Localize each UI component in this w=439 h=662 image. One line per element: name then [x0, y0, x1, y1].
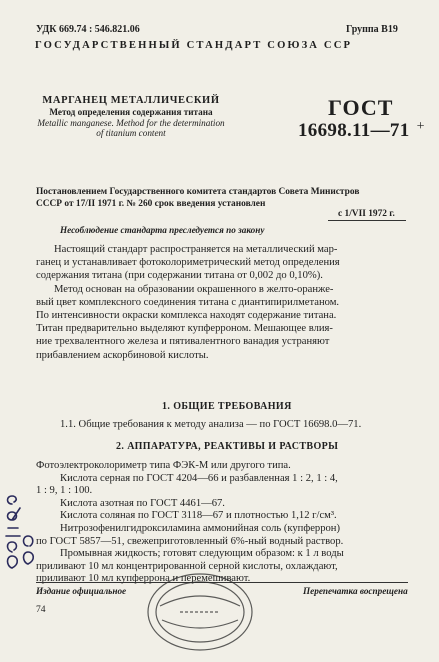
resolution-line2: СССР от 17/II 1971 г. № 260 срок введения установлен — [36, 199, 266, 209]
edition-label: Издание официальное — [36, 586, 127, 596]
handwritten-note-drawing — [2, 468, 42, 578]
section2-heading: 2. АППАРАТУРА, РЕАКТИВЫ И РАСТВОРЫ — [116, 441, 339, 452]
date-underline — [328, 220, 406, 221]
document-title: МАРГАНЕЦ МЕТАЛЛИЧЕСКИЙ — [42, 95, 220, 106]
list-line: по ГОСТ 5857—51, свежеприготовленный 6%-ный водный раствор. — [36, 535, 344, 547]
resolution — [36, 186, 359, 210]
section1-paragraph: 1.1. Общие требования к методу анализа — по ГОСТ 16698.0—71. — [60, 419, 362, 430]
intro-line: прибавлением аскорбиновой кислоты. — [36, 349, 209, 361]
handwritten-note — [2, 468, 42, 578]
english-title-line2: of titanium content — [96, 128, 166, 138]
intro-line: вый цвет комплексного соединения титана с диантипирилметаном. — [36, 296, 340, 308]
gost-label: ГОСТ — [328, 95, 394, 120]
library-stamp — [140, 566, 260, 661]
english-title-line1: Metallic manganese. Method for the determination — [37, 118, 225, 128]
intro-line: ние трехвалентного железа и пятивалентного ванадия устраняют — [36, 336, 330, 348]
effective-date: с 1/VII 1972 г. — [338, 209, 395, 219]
plus-mark: + — [416, 119, 425, 134]
intro-line: Титан предварительно выделяют купферроном. Мешающее влия- — [36, 323, 333, 335]
list-line: Промывная жидкость; готовят следующим образом: к 1 л воды — [60, 548, 344, 560]
agency-heading: ГОСУДАРСТВЕННЫЙ СТАНДАРТ СОЮЗА ССР — [35, 40, 353, 51]
intro-line: Настоящий стандарт распространяется на металлический мар- — [54, 244, 338, 255]
document-subtitle: Метод определения содержания титана — [49, 107, 213, 117]
reprint-notice: Перепечатка воспрещена — [303, 586, 408, 596]
list-line: 1 : 9, 1 : 100. — [36, 485, 93, 497]
list-line: приливают 10 мл купферрона и перемешивают. — [36, 573, 251, 585]
list-line: Кислота азотная по ГОСТ 4461—67. — [60, 497, 225, 509]
gost-number — [298, 119, 425, 142]
group-code: Группа В19 — [346, 24, 398, 35]
list-line: Кислота серная по ГОСТ 4204—66 и разбавленная 1 : 2, 1 : 4, — [60, 472, 338, 484]
legal-notice: Несоблюдение стандарта преследуется по закону — [60, 225, 265, 235]
list-line: Фотоэлектроколориметр типа ФЭК-М или другого типа. — [36, 460, 291, 471]
intro-line: содержания титана (при содержании титана от 0,002 до 0,10%). — [36, 270, 323, 282]
gost-number-text: 16698.11—71 — [298, 120, 410, 141]
page-number: 74 — [36, 604, 46, 615]
list-line: приливают 10 мл концентрированной серной кислоты, охлаждают, — [36, 560, 338, 572]
udk-code: УДК 669.74 : 546.821.06 — [36, 24, 140, 35]
list-line: Нитрозофенилгидроксиламина аммонийная соль (купферрон) — [60, 522, 340, 534]
section1-heading: 1. ОБЩИЕ ТРЕБОВАНИЯ — [162, 401, 292, 412]
title-block — [0, 95, 262, 138]
intro-line: Метод основан на образовании окрашенного в желто-оранже- — [54, 283, 334, 295]
list-line: Кислота соляная по ГОСТ 3118—67 и плотностью 1,12 г/см³. — [60, 510, 337, 522]
intro-line: ганец и устанавливает фотоколориметрический метод определения — [36, 257, 340, 269]
intro-line: По интенсивности окраски комплекса находят содержание титана. — [36, 310, 337, 322]
stamp-drawing — [140, 566, 260, 656]
resolution-line1: Постановлением Государственного комитета стандартов Совета Министров — [36, 187, 360, 197]
intro-text — [36, 243, 408, 362]
